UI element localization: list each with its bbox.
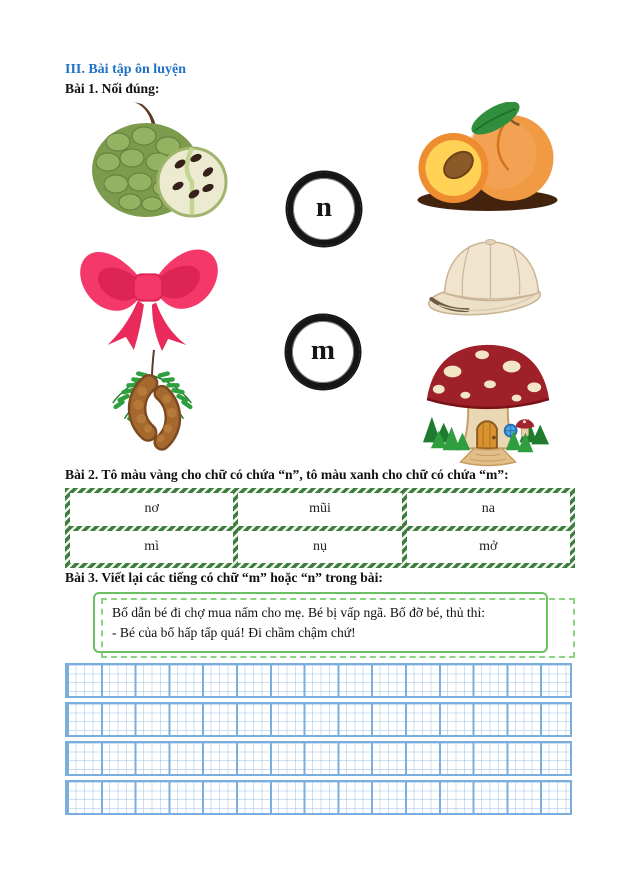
letter-m-circle[interactable] — [286, 315, 360, 389]
word-cell[interactable]: nụ — [238, 531, 401, 564]
letter-n-label: n — [315, 190, 333, 223]
apricot-image[interactable] — [410, 102, 565, 214]
page-title: III. Bài tập ôn luyện — [65, 62, 186, 77]
writing-grid-row[interactable] — [65, 780, 572, 815]
word-table — [65, 488, 575, 568]
letter-n-circle[interactable] — [287, 172, 361, 246]
task2-heading: Bài 2. Tô màu vàng cho chữ có chứa “n”, tô màu xanh cho chữ có chứa “m”: — [65, 467, 509, 482]
custard-apple-stem — [134, 102, 156, 126]
bow-tail-right — [152, 303, 186, 351]
mushroom-door — [477, 421, 497, 448]
word-cell[interactable]: mở — [407, 531, 570, 564]
mushroom-image[interactable] — [418, 340, 558, 468]
passage-box — [93, 592, 548, 653]
letter-m-label: m — [310, 333, 336, 366]
task1-heading: Bài 1. Nối đúng: — [65, 81, 160, 96]
bow-knot — [134, 274, 162, 300]
custard-apple-image[interactable] — [82, 100, 232, 222]
writing-grid-row[interactable] — [65, 741, 572, 776]
writing-grid-row[interactable] — [65, 663, 572, 698]
word-cell[interactable]: nơ — [70, 493, 233, 526]
passage-line: Bố dẫn bé đi chợ mua nấm cho mẹ. Bé bị vấp ngã. Bố đỡ bé, thủ thỉ: — [112, 605, 486, 620]
cap-image[interactable] — [424, 233, 560, 325]
cap-crown — [445, 242, 539, 301]
mushroom-path — [460, 448, 515, 465]
word-cell[interactable]: mũi — [238, 493, 401, 526]
word-cell[interactable]: na — [407, 493, 570, 526]
writing-grid-row[interactable] — [65, 702, 572, 737]
bow-image[interactable] — [73, 224, 225, 352]
task3-heading: Bài 3. Viết lại các tiếng có chữ “m” hoặc “n” trong bài: — [65, 570, 383, 585]
tamarind-image[interactable] — [102, 348, 202, 458]
passage-line: - Bé của bố hấp tấp quá! Đi chầm chậm chứ! — [112, 625, 356, 641]
word-cell[interactable]: mì — [70, 531, 233, 564]
